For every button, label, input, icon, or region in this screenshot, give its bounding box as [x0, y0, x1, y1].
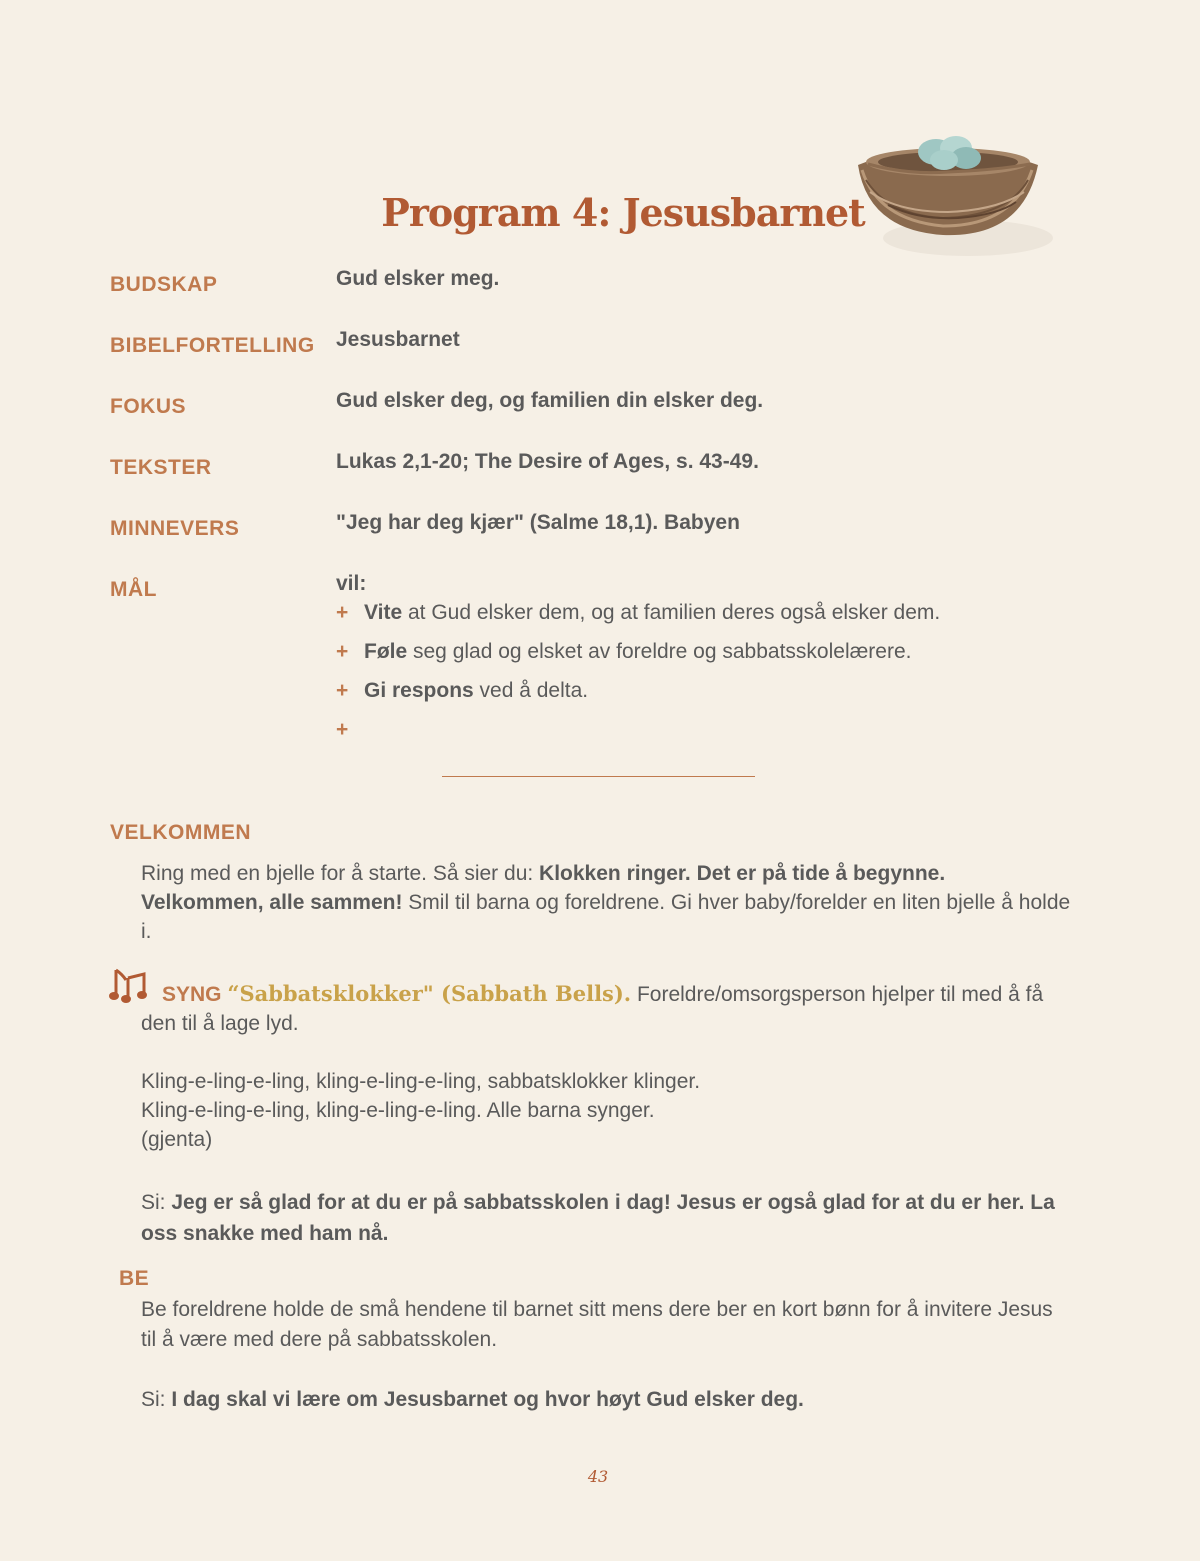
- plus-icon: +: [336, 601, 349, 624]
- value-maal: vil:: [336, 572, 367, 595]
- song-paragraph: SYNG “Sabbatsklokker" (Sabbath Bells). Foreldre/omsorgsperson hjelper til med å få den til å lage lyd.: [141, 981, 1044, 1035]
- say-paragraph-2: Si: I dag skal vi lære om Jesusbarnet og hvor høyt Gud elsker deg.: [141, 1388, 804, 1411]
- goal-item: + Vite at Gud elsker dem, og at familien deres også elsker dem.: [336, 601, 941, 624]
- label-maal: MÅL: [110, 578, 157, 601]
- song-lyrics: [141, 1067, 1071, 1154]
- goal-item: + Føle seg glad og elsket av foreldre og sabbatsskolelærere.: [336, 640, 912, 663]
- lyric-line: (gjenta): [141, 1128, 213, 1151]
- goal-item: + Gi respons ved å delta.: [336, 679, 589, 702]
- page-number: 43: [587, 1467, 609, 1486]
- label-fokus: FOKUS: [110, 395, 186, 418]
- say-paragraph-1: Si: Jeg er så glad for at du er på sabbatsskolen i dag! Jesus er også glad for at du er her. La oss snakke med ham nå.: [141, 1191, 1055, 1245]
- section-divider: [442, 776, 755, 777]
- label-tekster: TEKSTER: [110, 456, 212, 479]
- value-bibelfortelling: Jesusbarnet: [336, 328, 460, 351]
- value-budskap: Gud elsker meg.: [336, 267, 500, 290]
- plus-icon: +: [336, 640, 349, 663]
- value-minnevers: "Jeg har deg kjær" (Salme 18,1). Babyen: [336, 511, 740, 534]
- pray-paragraph: Be foreldrene holde de små hendene til barnet sitt mens dere ber en kort bønn for å invitere Jesus til å være med dere på sabbatsskolen.: [141, 1298, 1053, 1351]
- lyric-line: Kling-e-ling-e-ling, kling-e-ling-e-ling. Alle barna synger.: [141, 1099, 655, 1122]
- heading-be: BE: [119, 1267, 150, 1290]
- plus-icon: +: [336, 718, 349, 741]
- heading-velkommen: VELKOMMEN: [110, 821, 251, 844]
- page-title: Program 4: Jesusbarnet: [381, 190, 865, 235]
- label-budskap: BUDSKAP: [110, 273, 218, 296]
- welcome-paragraph: Ring med en bjelle for å starte. Så sier du: Klokken ringer. Det er på tide å begynne. Velkommen, alle sammen! Smil til barna og foreldrene. Gi hver baby/forelder en liten bjelle å holde i.: [141, 862, 1071, 943]
- value-fokus: Gud elsker deg, og familien din elsker deg.: [336, 389, 764, 412]
- goal-item: [336, 718, 364, 742]
- lyric-line: Kling-e-ling-e-ling, kling-e-ling-e-ling, sabbatsklokker klinger.: [141, 1070, 701, 1093]
- label-bibelfortelling: BIBELFORTELLING: [110, 334, 315, 357]
- plus-icon: +: [336, 679, 349, 702]
- value-tekster: Lukas 2,1-20; The Desire of Ages, s. 43-49.: [336, 450, 759, 473]
- label-minnevers: MINNEVERS: [110, 517, 240, 540]
